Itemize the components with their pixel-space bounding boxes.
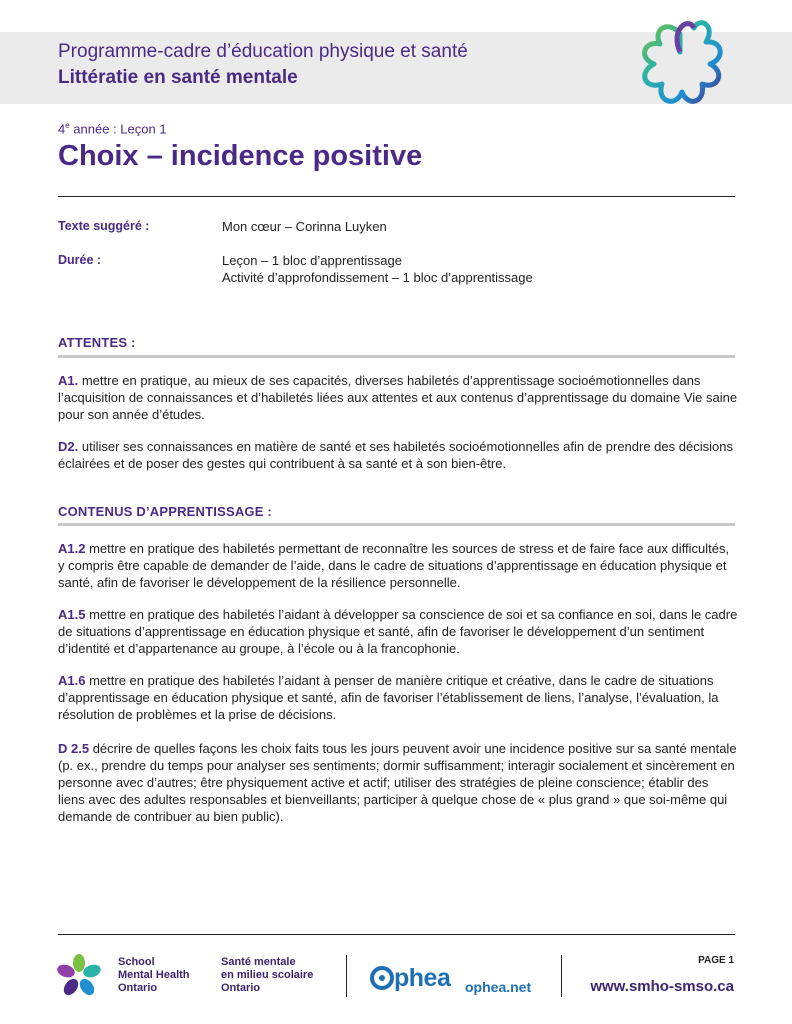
attente-text: utiliser ses connaissances en matière de santé et ses habiletés socioémotionnelles afin de prendre des décisions éclairées et de poser des gestes qui contribuent à sa santé et à son bien-être. bbox=[58, 439, 733, 471]
contenu-code: A1.6 bbox=[58, 673, 86, 688]
program-subtitle: Littératie en santé mentale bbox=[58, 67, 298, 88]
contenu-item bbox=[58, 672, 738, 723]
attentes-heading: ATTENTES : bbox=[58, 335, 136, 350]
website-link[interactable]: www.smho-smso.ca bbox=[590, 978, 734, 995]
contenu-code: A1.5 bbox=[58, 607, 86, 622]
attente-code: A1. bbox=[58, 373, 79, 388]
footer-divider bbox=[58, 934, 735, 935]
contenu-text: mettre en pratique des habiletés l’aidant à développer sa conscience de soi et sa confiance en soi, dans le cadre de situations d’apprentissage en éducation physique et santé, afin de favoriser le développement d’un sentiment d’identité et d’appartenance au groupe, à l’école ou à la francophonie. bbox=[58, 607, 738, 656]
lesson-title: Choix – incidence positive bbox=[58, 140, 423, 172]
title-divider bbox=[58, 196, 735, 197]
smho-english-name bbox=[118, 956, 208, 995]
footer-separator bbox=[346, 955, 347, 997]
duration-value bbox=[222, 252, 533, 286]
smho-line: Ontario bbox=[221, 982, 261, 994]
grade-lesson-text: année : Leçon 1 bbox=[69, 121, 167, 137]
attente-code: D2. bbox=[58, 439, 79, 454]
suggested-text-label: Texte suggéré : bbox=[58, 219, 150, 233]
smho-line: Santé mentale bbox=[221, 956, 296, 968]
section-divider bbox=[58, 523, 735, 526]
footer-separator bbox=[561, 955, 562, 997]
duration-line: Leçon – 1 bloc d’apprentissage bbox=[222, 253, 402, 268]
suggested-text-value: Mon cœur – Corinna Luyken bbox=[222, 219, 387, 234]
attente-item bbox=[58, 438, 738, 472]
duration-label: Durée : bbox=[58, 253, 102, 267]
ophea-net-link[interactable]: ophea.net bbox=[465, 979, 532, 995]
contenu-code: A1.2 bbox=[58, 541, 86, 556]
smho-flower-icon bbox=[56, 953, 102, 999]
flower-logo-icon bbox=[632, 12, 728, 128]
contenu-code: D 2.5 bbox=[58, 741, 90, 756]
smho-line: Ontario bbox=[118, 982, 158, 994]
contenu-item bbox=[58, 606, 738, 657]
contenus-heading: CONTENUS D’APPRENTISSAGE : bbox=[58, 504, 272, 519]
ophea-wordmark: phea bbox=[394, 964, 451, 992]
section-divider bbox=[58, 355, 735, 358]
smho-line: en milieu scolaire bbox=[221, 969, 314, 981]
grade-lesson-label bbox=[58, 121, 167, 136]
contenu-text: mettre en pratique des habiletés l’aidant à penser de manière critique et créative, dans le cadre de situations d’apprentissage en éducation physique et santé, afin de favoriser l’établissement de liens, l’analyse, l’évaluation, la résolution de problèmes et la prise de décisions. bbox=[58, 673, 719, 722]
smho-line: Mental Health bbox=[118, 969, 190, 981]
page-number: PAGE 1 bbox=[698, 955, 734, 966]
program-title: Programme-cadre d’éducation physique et santé bbox=[58, 41, 468, 62]
contenu-text: décrire de quelles façons les choix faits tous les jours peuvent avoir une incidence positive sur sa santé mentale (p. ex., prendre du temps pour analyser ses sentiments; dormir suffisamment; interagir socialement et sincèrement en personne avec d’autres; être physiquement active et actif; utiliser des stratégies de pleine conscience; établir des liens avec des adultes responsables et bienveillants; participer à quelque chose de « plus grand » que soi-même qui demande de contribuer au bien public). bbox=[58, 741, 737, 824]
grade-number: 4 bbox=[58, 121, 66, 137]
duration-line: Activité d’approfondissement – 1 bloc d’apprentissage bbox=[222, 270, 533, 285]
smho-line: School bbox=[118, 956, 155, 968]
attente-text: mettre en pratique, au mieux de ses capacités, diverses habiletés d’apprentissage socioémotionnelles dans l’acquisition de connaissances et d’habiletés liées aux attentes et aux contenus d’apprentissage du domaine Vie saine pour son année d’études. bbox=[58, 373, 738, 422]
grade-superscript: e bbox=[65, 121, 70, 130]
ophea-logo-icon bbox=[370, 966, 394, 990]
smho-french-name bbox=[221, 956, 341, 995]
contenu-item bbox=[58, 540, 738, 591]
attente-item bbox=[58, 372, 738, 423]
contenu-item bbox=[58, 740, 738, 825]
contenu-text: mettre en pratique des habiletés permettant de reconnaître les sources de stress et de faire face aux difficultés, y compris être capable de demander de l’aide, dans le cadre de situations d’apprentissage en éducation physique et santé, afin de favoriser le développement de la résilience personnelle. bbox=[58, 541, 730, 590]
